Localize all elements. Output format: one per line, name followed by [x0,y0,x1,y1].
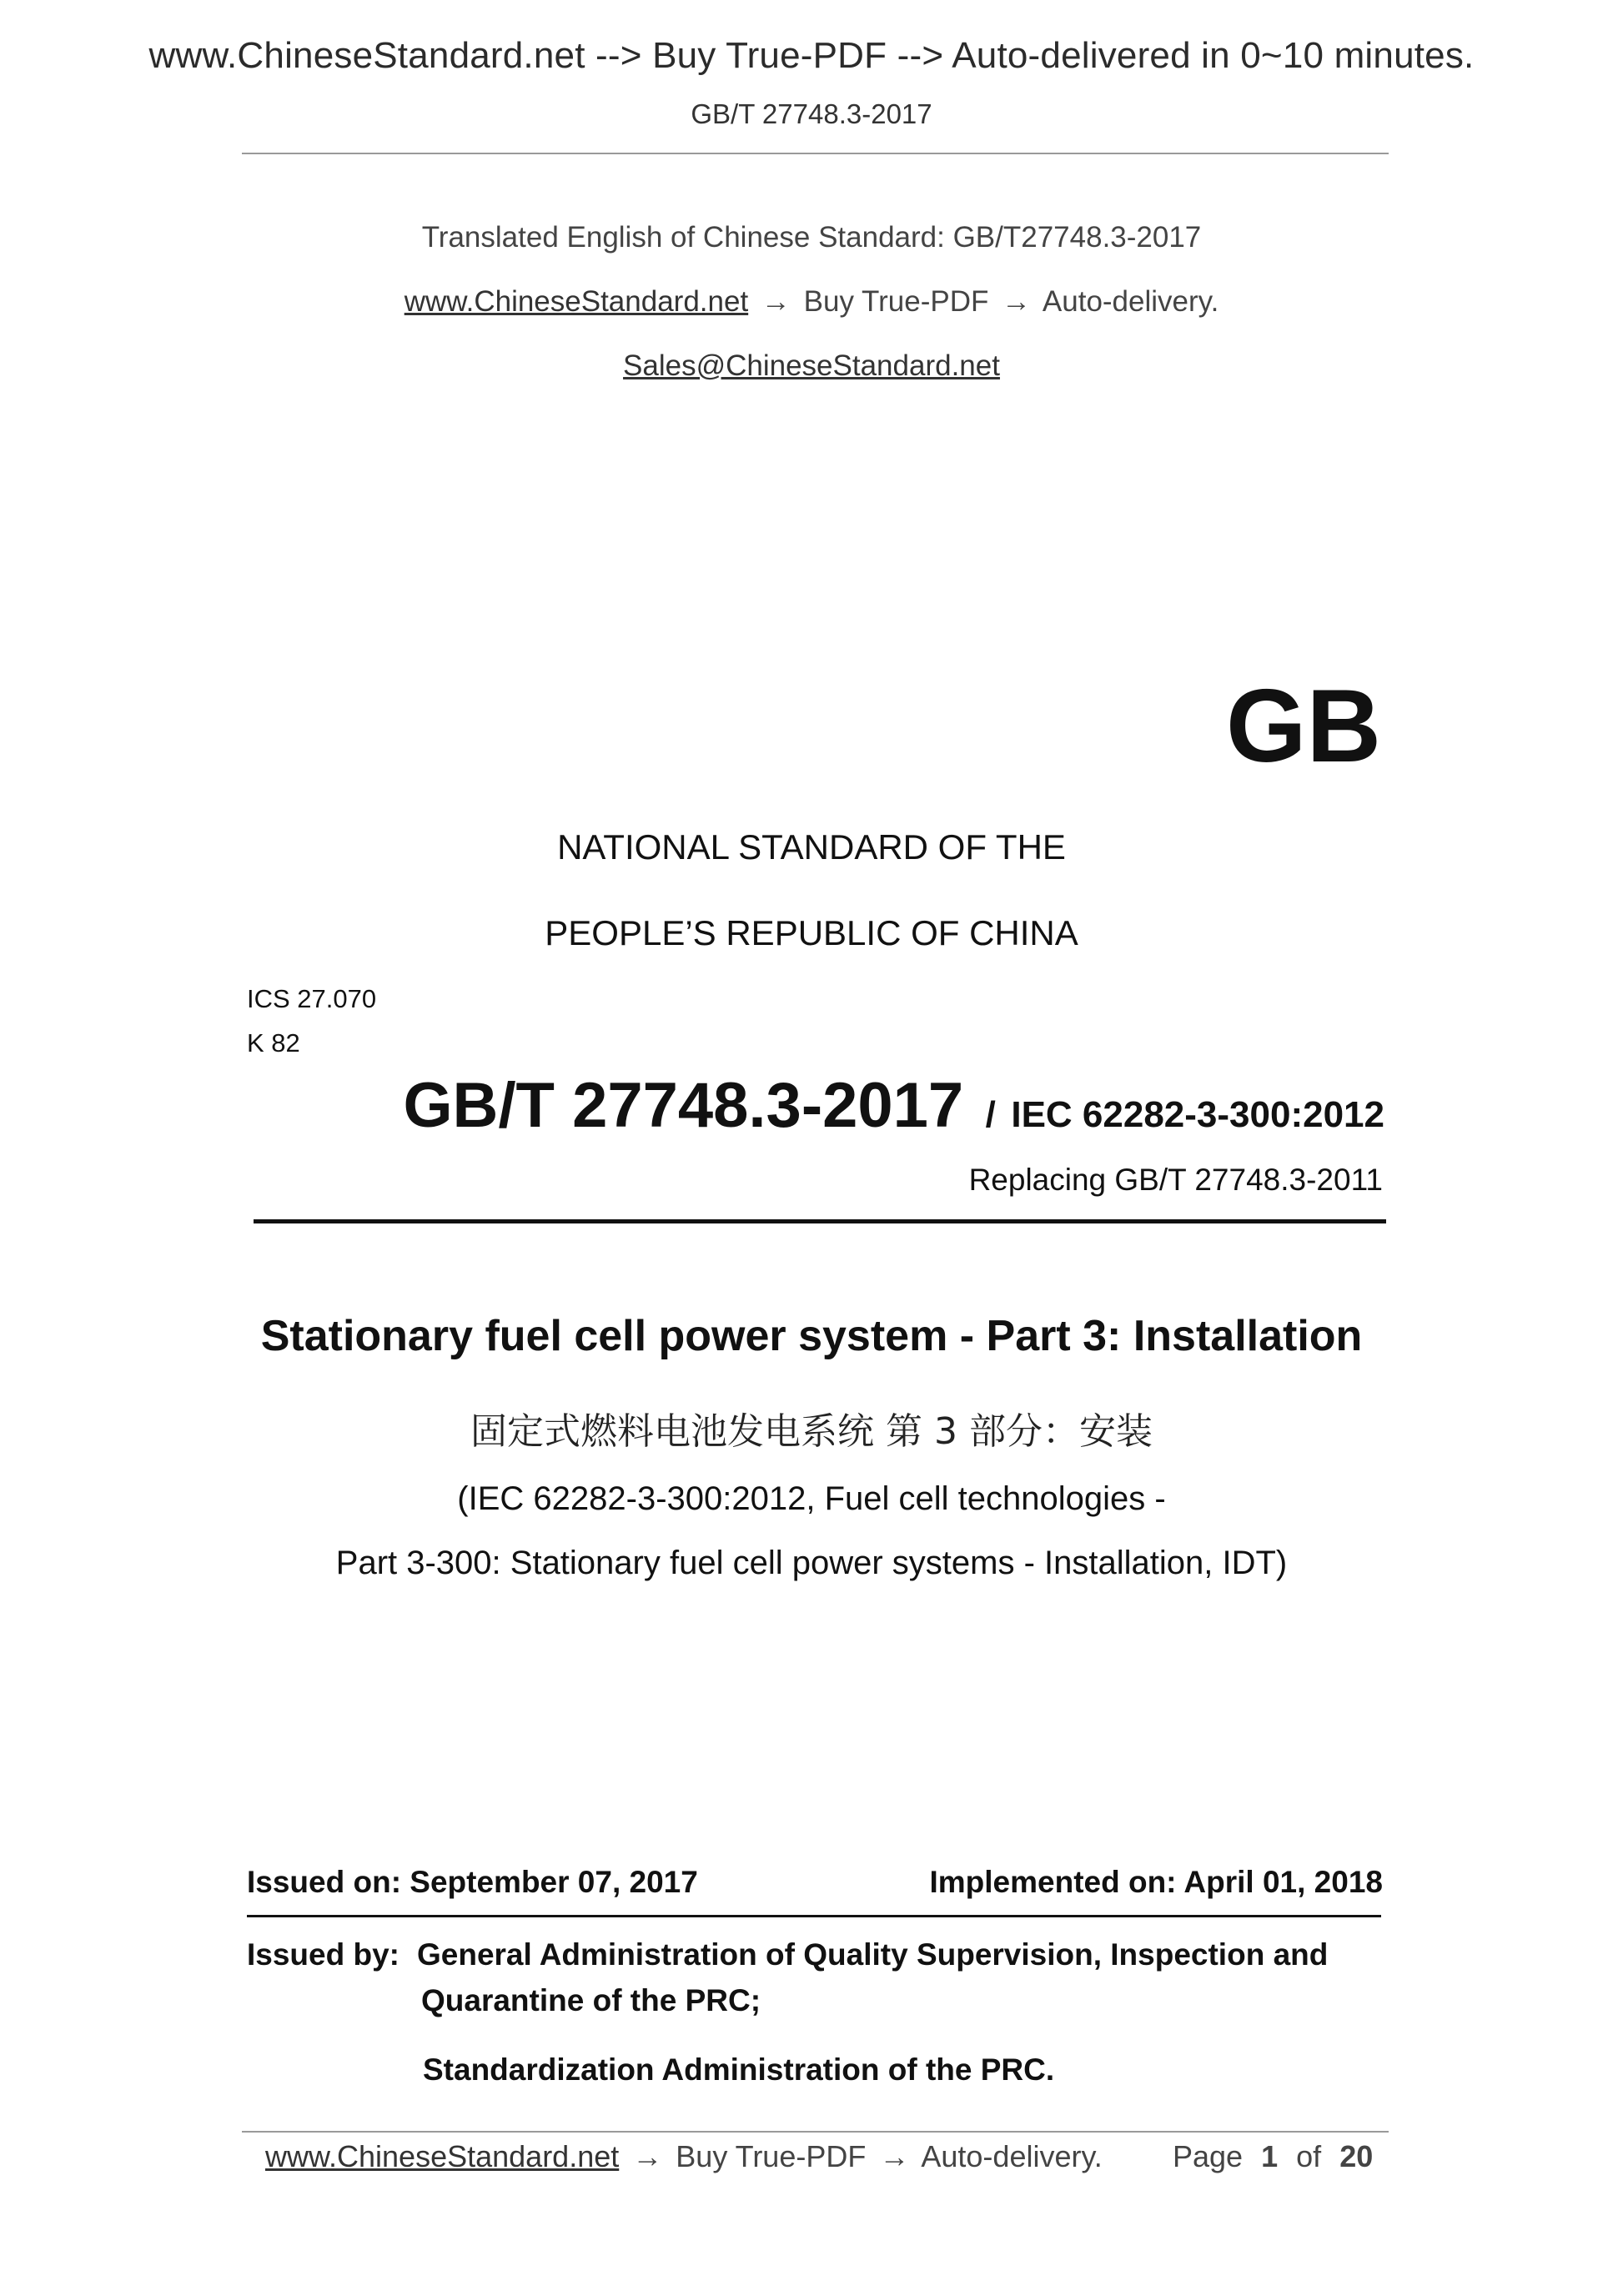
iec-reference-line2: Part 3-300: Stationary fuel cell power systems - Installation, IDT) [335,1545,1288,1581]
national-standard-line2: PEOPLE’S REPUBLIC OF CHINA [545,913,1078,952]
issued-on-date: Issued on: September 07, 2017 [247,1865,698,1899]
header-divider [242,153,1389,154]
dates-divider [247,1915,1381,1917]
page-number: 1 [1261,2139,1279,2173]
issued-by-line2: Quarantine of the PRC; [421,1983,761,2017]
iec-number: IEC 62282-3-300:2012 [1011,1094,1384,1135]
gb-logo-mark: GB [1226,669,1381,784]
issued-by-line1: General Administration of Quality Supervision, Inspection and [417,1937,1329,1972]
k-code: K 82 [247,1028,300,1058]
footer-chinesestandard-link[interactable]: www.ChineseStandard.net [265,2139,620,2173]
issued-by-label: Issued by: [247,1937,399,1972]
buy-true-pdf-text: Buy True-PDF [803,285,989,318]
header-standard-code: GB/T 27748.3-2017 [691,98,932,129]
arrow-right-icon: → [879,2139,910,2173]
page-indicator [1173,2139,1373,2174]
ics-code: ICS 27.070 [247,984,377,1013]
auto-delivery-text: Auto-delivery. [1042,285,1219,318]
footer-divider [242,2131,1389,2133]
iec-reference-line1: (IEC 62282-3-300:2012, Fuel cell technologies - [457,1480,1166,1517]
footer-buy-true-pdf: Buy True-PDF [676,2139,867,2173]
page-total: 20 [1339,2139,1374,2173]
translation-links [0,285,1623,319]
standard-number-row [403,1069,1384,1142]
standard-slash: / [985,1094,996,1135]
arrow-right-icon: → [761,285,791,318]
top-banner: www.ChineseStandard.net --> Buy True-PDF --> Auto-delivered in 0~10 minutes. [148,35,1475,76]
replacing-standard: Replacing GB/T 27748.3-2011 [968,1163,1383,1197]
of-label: of [1296,2139,1322,2173]
document-title: Stationary fuel cell power system - Part 3: Installation [260,1312,1363,1360]
arrow-right-icon: → [632,2139,663,2173]
translation-title: Translated English of Chinese Standard: GB/T27748.3-2017 [421,221,1202,254]
document-title-chinese: 固定式燃料电池发电系统 第 3 部分：安装 [470,1410,1153,1453]
arrow-right-icon: → [1002,285,1032,318]
chinesestandard-link[interactable]: www.ChineseStandard.net [404,285,749,318]
sales-email-row [0,349,1623,383]
standard-divider [254,1219,1386,1223]
footer-links [265,2139,1103,2174]
sales-email-link[interactable]: Sales@ChineseStandard.net [623,349,1000,382]
implemented-on-date: Implemented on: April 01, 2018 [929,1865,1383,1899]
national-standard-line1: NATIONAL STANDARD OF THE [557,827,1066,867]
page-label: Page [1173,2139,1244,2173]
standard-number: GB/T 27748.3-2017 [403,1070,964,1141]
footer-auto-delivery: Auto-delivery. [921,2139,1103,2173]
issued-by-line3: Standardization Administration of the PRC. [423,2052,1055,2087]
